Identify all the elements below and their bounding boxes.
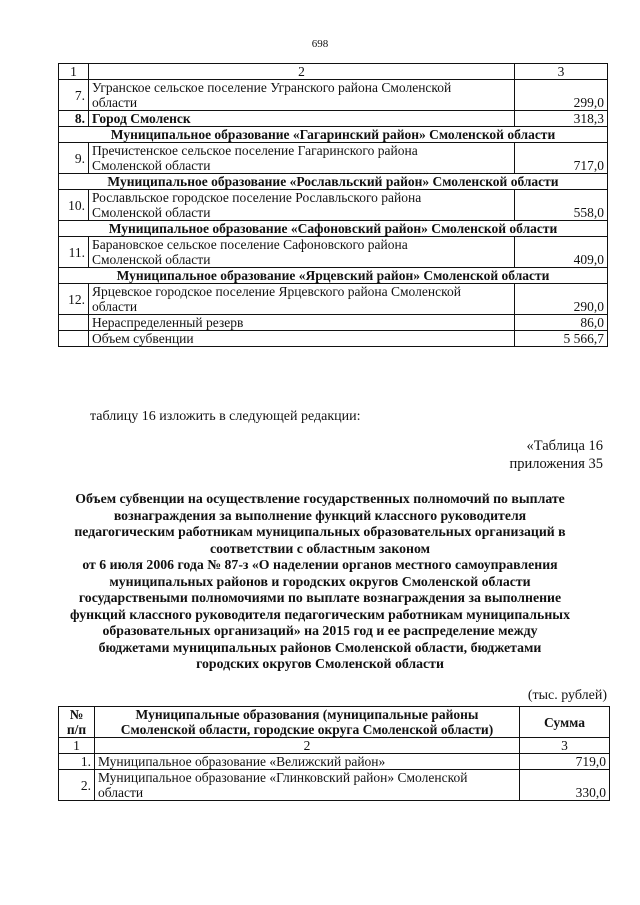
row-number: 9. [59,143,89,174]
row-value: 290,0 [515,284,608,315]
row-number: 12. [59,284,89,315]
table-reference-line1: «Таблица 16 [526,438,603,454]
header-number: № п/п [59,707,95,738]
table-row [59,80,608,111]
table-row [59,754,610,770]
row-number: 2. [59,770,95,801]
section-heading: Муниципальное образование «Рославльский район» Смоленской области [59,174,608,190]
row-name: Город Смоленск [89,111,515,127]
row-name: Барановское сельское поселение Сафоновского района Смоленской области [89,237,515,268]
section-row [59,127,608,143]
row-number: 7. [59,80,89,111]
row-name: Муниципальное образование «Велижский район» [95,754,520,770]
index-cell: 2 [95,738,520,754]
row-number: 8. [59,111,89,127]
table-row [59,284,608,315]
table-header-row [59,707,610,738]
section-heading: Муниципальное образование «Сафоновский район» Смоленской области [59,221,608,237]
index-cell: 1 [59,64,89,80]
row-name: Угранское сельское поселение Угранского района Смоленской области [89,80,515,111]
table-row [59,143,608,174]
table-row [59,770,610,801]
row-value: 409,0 [515,237,608,268]
page-number: 698 [311,38,329,50]
row-name: Пречистенское сельское поселение Гагаринского района Смоленской области [89,143,515,174]
units-label: (тыс. рублей) [527,688,607,703]
row-value: 719,0 [520,754,610,770]
row-value: 717,0 [515,143,608,174]
row-value: 330,0 [520,770,610,801]
table-row [59,237,608,268]
index-cell: 1 [59,738,95,754]
row-value: 299,0 [515,80,608,111]
row-value: 5 566,7 [515,331,608,347]
row-name: Рославльское городское поселение Рославльского района Смоленской области [89,190,515,221]
table-row [59,111,608,127]
amendment-paragraph: таблицу 16 изложить в следующей редакции: [90,409,361,424]
section-row [59,268,608,284]
subsidy-distribution-table [58,706,610,801]
header-sum: Сумма [520,707,610,738]
index-cell: 3 [515,64,608,80]
table-reference-line2: приложения 35 [509,456,603,472]
header-municipality: Муниципальные образования (муниципальные районы Смоленской области, городские округа Смоленской области) [95,707,520,738]
row-name: Муниципальное образование «Глинковский район» Смоленской области [95,770,520,801]
row-number: 1. [59,754,95,770]
row-name: Объем субвенции [89,331,515,347]
row-name: Ярцевское городское поселение Ярцевского района Смоленской области [89,284,515,315]
total-row [59,331,608,347]
table-title: Объем субвенции на осуществление государственных полномочий по выплате вознаграждения за выполнение функций классного руководителя педагогическим работникам муниципальных образовательных организаций в соответствии с областным законом от 6 июля 2006 года № 87-з «О наделении органов местного самоуправления муниципальных районов и городских округов Смоленской области государствеными полномочиями по выплате вознаграждения за выполнение функций классного руководителя педагогическим работникам муниципальных образовательных организаций» на 2015 год и ее распределение между бюджетами муниципальных районов Смоленской области, бюджетами городских округов Смоленской области [70,491,570,671]
table-index-row [59,64,608,80]
row-value: 318,3 [515,111,608,127]
table-index-row [59,738,610,754]
table-row [59,190,608,221]
row-name: Нераспределенный резерв [89,315,515,331]
table-row [59,315,608,331]
section-heading: Муниципальное образование «Гагаринский район» Смоленской области [59,127,608,143]
row-number [59,331,89,347]
section-row [59,221,608,237]
section-row [59,174,608,190]
row-value: 558,0 [515,190,608,221]
index-cell: 3 [520,738,610,754]
row-number: 11. [59,237,89,268]
row-value: 86,0 [515,315,608,331]
subsidy-table-continued [58,63,608,347]
row-number: 10. [59,190,89,221]
row-number [59,315,89,331]
index-cell: 2 [89,64,515,80]
section-heading: Муниципальное образование «Ярцевский район» Смоленской области [59,268,608,284]
